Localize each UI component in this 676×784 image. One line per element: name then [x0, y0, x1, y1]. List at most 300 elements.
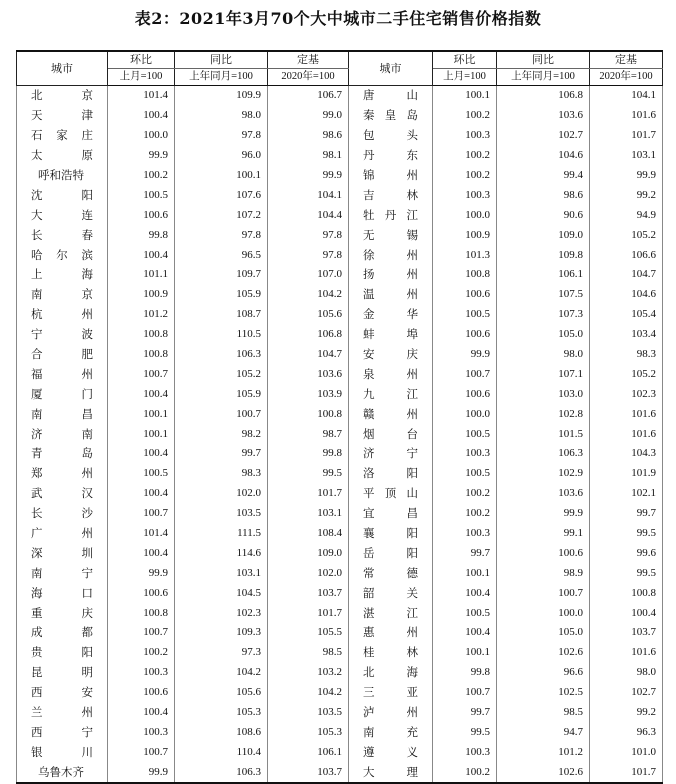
- city-name-left: 天 津: [17, 106, 108, 126]
- mom-value-left: 100.6: [108, 583, 175, 603]
- city-name-right: 烟 台: [349, 424, 433, 444]
- table-row: [17, 166, 663, 186]
- mom-value-left: 100.1: [108, 424, 175, 444]
- city-name-left: 南 宁: [17, 563, 108, 583]
- table-row: [17, 643, 663, 663]
- fixed-header-left: 定基: [268, 51, 349, 69]
- yoy-value-right: 101.5: [497, 424, 590, 444]
- city-name-right: 安 庆: [349, 345, 433, 365]
- fixed-value-left: 101.7: [268, 484, 349, 504]
- city-name-right: 泸 州: [349, 703, 433, 723]
- fixed-value-right: 101.7: [590, 126, 663, 146]
- yoy-value-right: 107.1: [497, 364, 590, 384]
- city-name-left: 济 南: [17, 424, 108, 444]
- table-body: [17, 86, 663, 784]
- mom-value-left: 100.3: [108, 663, 175, 683]
- fixed-value-left: 106.7: [268, 86, 349, 106]
- city-name-right: 牡丹江: [349, 205, 433, 225]
- fixed-value-left: 104.4: [268, 205, 349, 225]
- city-name-left: 上 海: [17, 265, 108, 285]
- yoy-value-left: 109.9: [175, 86, 268, 106]
- mom-value-right: 100.8: [433, 265, 497, 285]
- mom-value-left: 101.4: [108, 86, 175, 106]
- mom-value-right: 100.3: [433, 444, 497, 464]
- city-header-right: 城市: [349, 51, 433, 86]
- mom-value-left: 100.3: [108, 723, 175, 743]
- table-row: [17, 464, 663, 484]
- mom-value-left: 100.4: [108, 106, 175, 126]
- city-name-right: 宜 昌: [349, 504, 433, 524]
- mom-value-right: 100.4: [433, 623, 497, 643]
- fixed-value-left: 103.2: [268, 663, 349, 683]
- city-name-left: 长 春: [17, 225, 108, 245]
- yoy-value-right: 102.6: [497, 762, 590, 783]
- city-name-left: 石家庄: [17, 126, 108, 146]
- mom-value-right: 100.3: [433, 742, 497, 762]
- city-name-left: 西 安: [17, 683, 108, 703]
- mom-value-right: 100.6: [433, 325, 497, 345]
- mom-value-right: 100.5: [433, 424, 497, 444]
- city-name-right: 丹 东: [349, 146, 433, 166]
- yoy-value-left: 105.2: [175, 364, 268, 384]
- city-name-left: 西 宁: [17, 723, 108, 743]
- city-name-left: 杭 州: [17, 305, 108, 325]
- city-name-left: 广 州: [17, 524, 108, 544]
- yoy-value-left: 98.3: [175, 464, 268, 484]
- mom-value-left: 100.9: [108, 285, 175, 305]
- yoy-value-right: 103.6: [497, 106, 590, 126]
- fixed-value-left: 97.8: [268, 245, 349, 265]
- fixed-value-right: 103.1: [590, 146, 663, 166]
- mom-value-left: 100.8: [108, 345, 175, 365]
- fixed-value-right: 99.9: [590, 166, 663, 186]
- yoy-value-left: 98.2: [175, 424, 268, 444]
- fixed-value-left: 98.6: [268, 126, 349, 146]
- fixed-value-left: 107.0: [268, 265, 349, 285]
- mom-value-left: 101.4: [108, 524, 175, 544]
- mom-value-left: 100.7: [108, 742, 175, 762]
- city-name-right: 平顶山: [349, 484, 433, 504]
- yoy-value-right: 99.4: [497, 166, 590, 186]
- table-row: [17, 583, 663, 603]
- table-row: [17, 742, 663, 762]
- city-name-left: 武 汉: [17, 484, 108, 504]
- fixed-value-right: 102.1: [590, 484, 663, 504]
- table-row: [17, 205, 663, 225]
- yoy-value-right: 100.6: [497, 543, 590, 563]
- yoy-value-right: 105.0: [497, 623, 590, 643]
- yoy-value-left: 105.9: [175, 384, 268, 404]
- fixed-value-right: 102.7: [590, 683, 663, 703]
- mom-value-left: 100.5: [108, 185, 175, 205]
- fixed-value-right: 98.0: [590, 663, 663, 683]
- fixed-value-left: 104.2: [268, 285, 349, 305]
- fixed-header-right: 定基: [590, 51, 663, 69]
- mom-value-right: 100.1: [433, 563, 497, 583]
- mom-value-right: 100.7: [433, 364, 497, 384]
- mom-header-left: 环比: [108, 51, 175, 69]
- city-name-right: 南 充: [349, 723, 433, 743]
- city-name-right: 九 江: [349, 384, 433, 404]
- yoy-header-left: 同比: [175, 51, 268, 69]
- fixed-value-right: 105.2: [590, 364, 663, 384]
- fixed-subheader-right: 2020年=100: [590, 69, 663, 86]
- yoy-value-right: 98.9: [497, 563, 590, 583]
- city-name-left: 青 岛: [17, 444, 108, 464]
- yoy-value-right: 102.9: [497, 464, 590, 484]
- fixed-value-right: 102.3: [590, 384, 663, 404]
- yoy-value-right: 103.6: [497, 484, 590, 504]
- table-row: [17, 384, 663, 404]
- mom-subheader-left: 上月=100: [108, 69, 175, 86]
- mom-value-right: 100.3: [433, 126, 497, 146]
- city-name-left: 重 庆: [17, 603, 108, 623]
- city-name-left: 太 原: [17, 146, 108, 166]
- fixed-value-right: 105.2: [590, 225, 663, 245]
- mom-value-right: 100.0: [433, 404, 497, 424]
- mom-value-right: 100.6: [433, 285, 497, 305]
- mom-value-left: 100.4: [108, 484, 175, 504]
- fixed-value-right: 101.6: [590, 643, 663, 663]
- yoy-value-left: 98.0: [175, 106, 268, 126]
- yoy-value-left: 104.2: [175, 663, 268, 683]
- mom-value-left: 99.9: [108, 563, 175, 583]
- mom-value-left: 100.1: [108, 404, 175, 424]
- yoy-value-right: 102.5: [497, 683, 590, 703]
- yoy-value-right: 102.8: [497, 404, 590, 424]
- city-name-left: 南 京: [17, 285, 108, 305]
- yoy-value-left: 108.7: [175, 305, 268, 325]
- yoy-value-left: 105.9: [175, 285, 268, 305]
- yoy-value-right: 96.6: [497, 663, 590, 683]
- yoy-value-left: 107.6: [175, 185, 268, 205]
- table-row: [17, 563, 663, 583]
- city-name-left: 昆 明: [17, 663, 108, 683]
- mom-value-left: 101.1: [108, 265, 175, 285]
- yoy-value-right: 106.1: [497, 265, 590, 285]
- city-name-left: 宁 波: [17, 325, 108, 345]
- fixed-value-right: 100.8: [590, 583, 663, 603]
- city-name-right: 大 理: [349, 762, 433, 783]
- yoy-value-left: 100.1: [175, 166, 268, 186]
- mom-value-left: 100.5: [108, 464, 175, 484]
- yoy-value-right: 98.5: [497, 703, 590, 723]
- yoy-value-right: 99.9: [497, 504, 590, 524]
- fixed-value-left: 106.8: [268, 325, 349, 345]
- table-row: [17, 762, 663, 783]
- city-name-right: 吉 林: [349, 185, 433, 205]
- city-name-right: 洛 阳: [349, 464, 433, 484]
- mom-value-right: 99.8: [433, 663, 497, 683]
- yoy-value-right: 102.6: [497, 643, 590, 663]
- yoy-value-right: 106.3: [497, 444, 590, 464]
- mom-value-right: 100.5: [433, 464, 497, 484]
- yoy-value-left: 108.6: [175, 723, 268, 743]
- city-name-right: 岳 阳: [349, 543, 433, 563]
- yoy-value-right: 94.7: [497, 723, 590, 743]
- yoy-value-left: 103.1: [175, 563, 268, 583]
- city-name-right: 赣 州: [349, 404, 433, 424]
- yoy-value-left: 105.6: [175, 683, 268, 703]
- fixed-value-left: 105.3: [268, 723, 349, 743]
- mom-value-left: 100.0: [108, 126, 175, 146]
- mom-value-right: 100.2: [433, 762, 497, 783]
- city-name-left: 深 圳: [17, 543, 108, 563]
- city-name-left: 长 沙: [17, 504, 108, 524]
- fixed-value-left: 103.6: [268, 364, 349, 384]
- yoy-value-right: 100.7: [497, 583, 590, 603]
- city-name-right: 包 头: [349, 126, 433, 146]
- yoy-value-left: 104.5: [175, 583, 268, 603]
- fixed-value-right: 104.1: [590, 86, 663, 106]
- mom-value-left: 99.9: [108, 146, 175, 166]
- yoy-value-left: 105.3: [175, 703, 268, 723]
- city-name-right: 惠 州: [349, 623, 433, 643]
- yoy-value-left: 99.7: [175, 444, 268, 464]
- table-row: [17, 404, 663, 424]
- city-name-right: 北 海: [349, 663, 433, 683]
- yoy-value-left: 106.3: [175, 762, 268, 783]
- yoy-header-right: 同比: [497, 51, 590, 69]
- table-row: [17, 623, 663, 643]
- city-name-left: 兰 州: [17, 703, 108, 723]
- yoy-value-left: 103.5: [175, 504, 268, 524]
- mom-value-right: 100.5: [433, 305, 497, 325]
- mom-value-right: 100.6: [433, 384, 497, 404]
- table-row: [17, 703, 663, 723]
- fixed-value-left: 101.7: [268, 603, 349, 623]
- mom-value-left: 100.8: [108, 603, 175, 623]
- fixed-subheader-left: 2020年=100: [268, 69, 349, 86]
- city-name-left: 银 川: [17, 742, 108, 762]
- yoy-value-left: 106.3: [175, 345, 268, 365]
- table-row: [17, 603, 663, 623]
- fixed-value-left: 99.9: [268, 166, 349, 186]
- table-row: [17, 424, 663, 444]
- mom-value-right: 100.2: [433, 484, 497, 504]
- mom-value-left: 100.7: [108, 364, 175, 384]
- table-row: [17, 325, 663, 345]
- mom-value-right: 100.0: [433, 205, 497, 225]
- city-name-right: 泉 州: [349, 364, 433, 384]
- yoy-subheader-right: 上年同月=100: [497, 69, 590, 86]
- mom-value-right: 100.4: [433, 583, 497, 603]
- fixed-value-left: 104.7: [268, 345, 349, 365]
- mom-value-left: 100.8: [108, 325, 175, 345]
- fixed-value-left: 99.5: [268, 464, 349, 484]
- table-row: [17, 245, 663, 265]
- fixed-value-right: 101.6: [590, 424, 663, 444]
- fixed-value-left: 108.4: [268, 524, 349, 544]
- city-name-left: 合 肥: [17, 345, 108, 365]
- mom-value-right: 100.3: [433, 524, 497, 544]
- mom-value-right: 100.2: [433, 106, 497, 126]
- mom-value-right: 100.3: [433, 185, 497, 205]
- table-row: [17, 723, 663, 743]
- mom-value-right: 100.5: [433, 603, 497, 623]
- mom-header-right: 环比: [433, 51, 497, 69]
- mom-value-right: 101.3: [433, 245, 497, 265]
- yoy-value-left: 109.3: [175, 623, 268, 643]
- city-name-right: 襄 阳: [349, 524, 433, 544]
- mom-value-left: 100.4: [108, 703, 175, 723]
- mom-value-right: 100.2: [433, 146, 497, 166]
- fixed-value-left: 104.1: [268, 185, 349, 205]
- mom-value-left: 100.6: [108, 205, 175, 225]
- yoy-value-left: 102.0: [175, 484, 268, 504]
- yoy-value-right: 107.3: [497, 305, 590, 325]
- yoy-value-left: 110.5: [175, 325, 268, 345]
- mom-value-right: 100.7: [433, 683, 497, 703]
- city-name-right: 韶 关: [349, 583, 433, 603]
- fixed-value-right: 100.4: [590, 603, 663, 623]
- city-name-right: 蚌 埠: [349, 325, 433, 345]
- yoy-value-right: 109.0: [497, 225, 590, 245]
- mom-value-right: 100.1: [433, 643, 497, 663]
- fixed-value-right: 105.4: [590, 305, 663, 325]
- table-row: [17, 683, 663, 703]
- yoy-value-right: 90.6: [497, 205, 590, 225]
- yoy-value-right: 100.0: [497, 603, 590, 623]
- fixed-value-right: 104.6: [590, 285, 663, 305]
- yoy-value-left: 97.8: [175, 126, 268, 146]
- yoy-value-left: 100.7: [175, 404, 268, 424]
- fixed-value-left: 98.1: [268, 146, 349, 166]
- yoy-value-left: 110.4: [175, 742, 268, 762]
- table-row: [17, 265, 663, 285]
- mom-subheader-right: 上月=100: [433, 69, 497, 86]
- fixed-value-left: 103.1: [268, 504, 349, 524]
- fixed-value-right: 99.2: [590, 703, 663, 723]
- yoy-value-left: 109.7: [175, 265, 268, 285]
- fixed-value-right: 103.4: [590, 325, 663, 345]
- fixed-value-right: 94.9: [590, 205, 663, 225]
- fixed-value-right: 106.6: [590, 245, 663, 265]
- city-name-right: 扬 州: [349, 265, 433, 285]
- fixed-value-right: 101.0: [590, 742, 663, 762]
- yoy-value-left: 114.6: [175, 543, 268, 563]
- mom-value-left: 100.7: [108, 623, 175, 643]
- mom-value-left: 100.2: [108, 166, 175, 186]
- mom-value-left: 100.4: [108, 543, 175, 563]
- yoy-value-left: 107.2: [175, 205, 268, 225]
- fixed-value-left: 102.0: [268, 563, 349, 583]
- city-name-left: 海 口: [17, 583, 108, 603]
- city-name-right: 无 锡: [349, 225, 433, 245]
- city-name-left: 北 京: [17, 86, 108, 106]
- yoy-value-left: 111.5: [175, 524, 268, 544]
- fixed-value-left: 98.7: [268, 424, 349, 444]
- yoy-subheader-left: 上年同月=100: [175, 69, 268, 86]
- mom-value-right: 99.7: [433, 703, 497, 723]
- city-name-right: 桂 林: [349, 643, 433, 663]
- fixed-value-left: 103.7: [268, 762, 349, 783]
- fixed-value-left: 104.2: [268, 683, 349, 703]
- fixed-value-left: 106.1: [268, 742, 349, 762]
- mom-value-right: 100.2: [433, 504, 497, 524]
- mom-value-right: 100.9: [433, 225, 497, 245]
- mom-value-left: 99.8: [108, 225, 175, 245]
- city-name-left: 呼和浩特: [17, 166, 108, 186]
- city-name-left: 乌鲁木齐: [17, 762, 108, 783]
- mom-value-left: 99.9: [108, 762, 175, 783]
- table-row: [17, 146, 663, 166]
- mom-value-left: 100.4: [108, 444, 175, 464]
- table-row: [17, 444, 663, 464]
- table-row: [17, 345, 663, 365]
- fixed-value-left: 105.5: [268, 623, 349, 643]
- city-name-right: 湛 江: [349, 603, 433, 623]
- mom-value-left: 100.7: [108, 504, 175, 524]
- mom-value-left: 100.4: [108, 245, 175, 265]
- table-row: [17, 364, 663, 384]
- yoy-value-right: 109.8: [497, 245, 590, 265]
- table-row: [17, 484, 663, 504]
- city-name-left: 南 昌: [17, 404, 108, 424]
- city-name-right: 唐 山: [349, 86, 433, 106]
- mom-value-left: 101.2: [108, 305, 175, 325]
- city-name-left: 沈 阳: [17, 185, 108, 205]
- yoy-value-right: 98.0: [497, 345, 590, 365]
- yoy-value-right: 103.0: [497, 384, 590, 404]
- yoy-value-right: 104.6: [497, 146, 590, 166]
- mom-value-left: 100.6: [108, 683, 175, 703]
- city-name-right: 锦 州: [349, 166, 433, 186]
- city-header-left: 城市: [17, 51, 108, 86]
- yoy-value-right: 98.6: [497, 185, 590, 205]
- fixed-value-right: 104.3: [590, 444, 663, 464]
- fixed-value-left: 98.5: [268, 643, 349, 663]
- fixed-value-right: 101.6: [590, 404, 663, 424]
- table-row: [17, 185, 663, 205]
- table-row: [17, 663, 663, 683]
- fixed-value-left: 99.0: [268, 106, 349, 126]
- fixed-value-right: 98.3: [590, 345, 663, 365]
- fixed-value-right: 103.7: [590, 623, 663, 643]
- price-index-table: [16, 50, 663, 784]
- mom-value-right: 99.5: [433, 723, 497, 743]
- fixed-value-right: 99.5: [590, 563, 663, 583]
- yoy-value-left: 96.5: [175, 245, 268, 265]
- city-name-left: 大 连: [17, 205, 108, 225]
- fixed-value-right: 99.2: [590, 185, 663, 205]
- city-name-right: 遵 义: [349, 742, 433, 762]
- mom-value-right: 99.7: [433, 543, 497, 563]
- yoy-value-right: 102.7: [497, 126, 590, 146]
- table-row: [17, 543, 663, 563]
- yoy-value-right: 106.8: [497, 86, 590, 106]
- mom-value-right: 100.1: [433, 86, 497, 106]
- table-row: [17, 225, 663, 245]
- yoy-value-left: 97.8: [175, 225, 268, 245]
- city-name-left: 厦 门: [17, 384, 108, 404]
- fixed-value-left: 103.5: [268, 703, 349, 723]
- table-row: [17, 106, 663, 126]
- mom-value-left: 100.4: [108, 384, 175, 404]
- city-name-left: 贵 阳: [17, 643, 108, 663]
- city-name-right: 济 宁: [349, 444, 433, 464]
- mom-value-right: 99.9: [433, 345, 497, 365]
- fixed-value-right: 104.7: [590, 265, 663, 285]
- city-name-right: 常 德: [349, 563, 433, 583]
- city-name-right: 温 州: [349, 285, 433, 305]
- yoy-value-left: 102.3: [175, 603, 268, 623]
- table-row: [17, 86, 663, 106]
- table-row: [17, 524, 663, 544]
- fixed-value-left: 109.0: [268, 543, 349, 563]
- city-name-right: 金 华: [349, 305, 433, 325]
- fixed-value-right: 101.6: [590, 106, 663, 126]
